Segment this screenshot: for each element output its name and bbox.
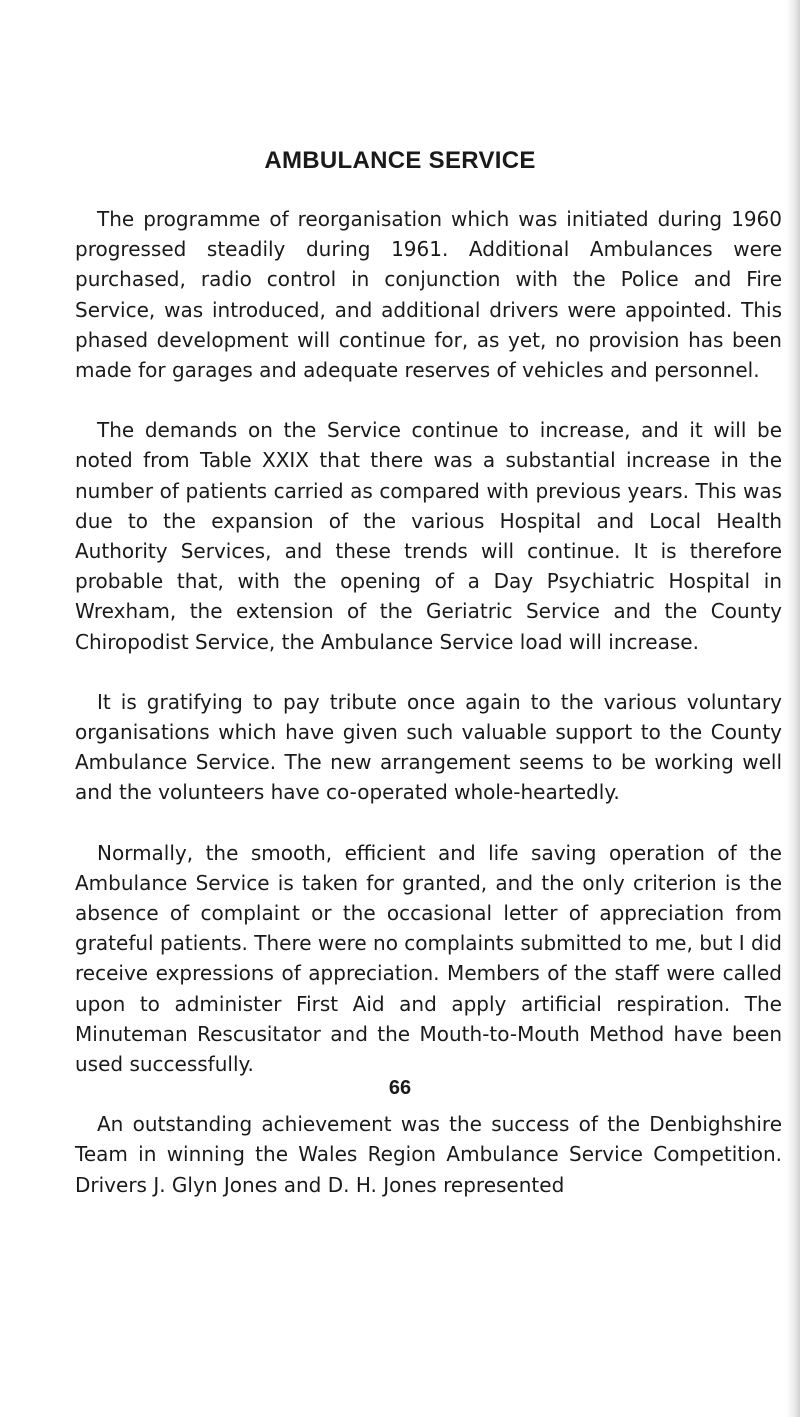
page-title: AMBULANCE SERVICE (264, 147, 536, 174)
paragraph-voluntary-organisations: It is gratifying to pay tribute once again to the various voluntary organisations which have given such valuable support to the County Ambulance Service. The new arrangement seems to be working well and the volunteers have co-operated whole-heartedly. (75, 689, 782, 805)
body-text (75, 204, 782, 1230)
page-number: 66 (388, 1077, 412, 1099)
paragraph-operation: Normally, the smooth, efficient and life saving operation of the Ambulance Service is taken for granted, and the only criterion is the absence of complaint or the occasional letter of appreciation from grateful patients. There were no complaints submitted to me, but I did receive expressions of appreciation. Members of the staff were called upon to administer First Aid and apply artificial respiration. The Minuteman Rescusitator and the Mouth-to-Mouth Method have been used successfully. (75, 840, 782, 1077)
paragraph-demands: The demands on the Service continue to increase, and it will be noted from Table XXIX that there was a substantial increase in the number of patients carried as compared with previous years. This was due to the expansion of the various Hospital and Local Health Authority Services, and these trends will continue. It is therefore probable that, with the opening of a Day Psychiatric Hospital in Wrexham, the extension of the Geriatric Service and the County Chiropodist Service, the Ambulance Service load will increase. (75, 418, 782, 654)
page-edge-shadow (786, 0, 800, 1417)
paragraph-achievement: An outstanding achievement was the success of the Denbighshire Team in winning the Wales Region Ambulance Service Competition. Drivers J. Glyn Jones and D. H. Jones represented (75, 1112, 782, 1197)
paragraph-reorganisation: The programme of reorganisation which was initiated during 1960 progressed steadily during 1961. Additional Ambulances were purchased, radio control in conjunction with the Police and Fire Service, was introduced, and additional drivers were appointed. This phased development will continue for, as yet, no provision has been made for garages and adequate reserves of vehicles and personnel. (75, 207, 782, 383)
